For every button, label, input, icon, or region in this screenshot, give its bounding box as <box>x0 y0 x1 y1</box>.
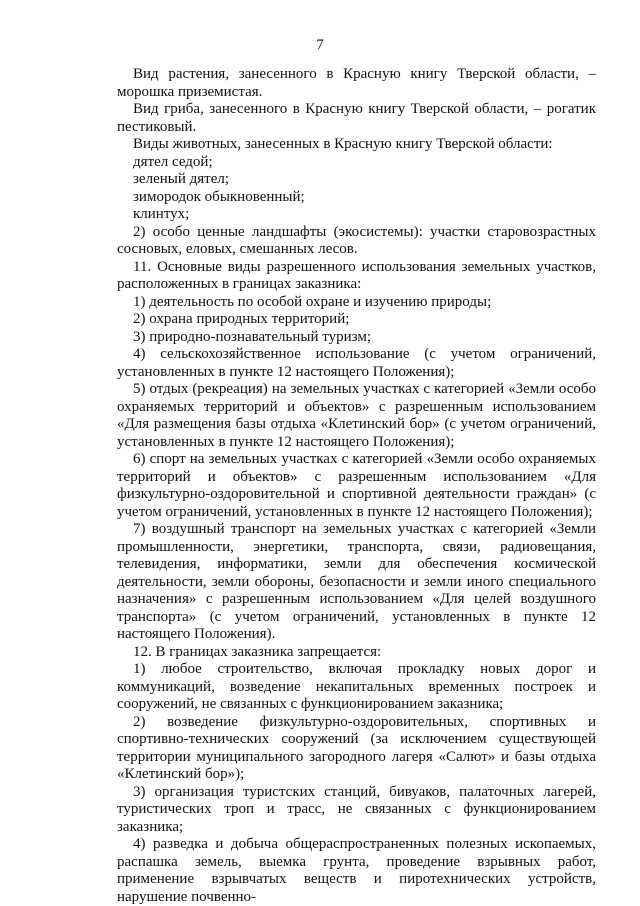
paragraph: 2) особо ценные ландшафты (экосистемы): участки старовозрастных сосновых, еловых, смешанных лесов. <box>117 223 596 257</box>
section-heading: 11. Основные виды разрешенного использования земельных участков, расположенных в границах заказника: <box>117 258 596 292</box>
list-item: 4) разведка и добыча общераспространенных полезных ископаемых, распашка земель, выемка грунта, проведение взрывных работ, применение взрывчатых веществ и пиротехнических устройств, нарушение почвенно- <box>117 836 596 905</box>
list-item: 1) деятельность по особой охране и изучению природы; <box>133 293 492 310</box>
list-item: 3) природно-познавательный туризм; <box>133 328 371 345</box>
list-item: 4) сельскохозяйственное использование (с учетом ограничений, установленных в пункте 12 настоящего Положения); <box>117 346 596 380</box>
list-item: 2) возведение физкультурно-оздоровительных, спортивных и спортивно-технических сооружений (за исключением существующей территории муниципального загородного лагеря «Салют» и базы отдыха «Клетинский бор»); <box>117 713 596 782</box>
list-item: 7) воздушный транспорт на земельных участках с категорией «Земли промышленности, энергетики, транспорта, связи, радиовещания, телевидения, информатики, земли для обеспечения космической деятельности, земли обороны, безопасности и земли иного специального назначения» с разрешенным использованием «Для целей воздушного транспорта» (с учетом ограничений, установленных в пункте 12 настоящего Положения). <box>117 521 596 642</box>
list-item: 2) охрана природных территорий; <box>133 311 350 327</box>
list-item: 3) организация туристских станций, бивуаков, палаточных лагерей, туристических троп и трасс, не связанных с функционированием заказника; <box>117 783 596 835</box>
paragraph: Вид растения, занесенного в Красную книгу Тверской области, – морошка приземистая. <box>117 66 596 100</box>
list-item: 6) спорт на земельных участках с категорией «Земли особо охраняемых территорий и объектов» с разрешенным использованием «Для физкультурно-оздоровительной и спортивной деятельности граждан» (с учетом ограничений, установленных в пункте 12 настоящего Положения); <box>117 451 596 520</box>
paragraph: Вид гриба, занесенного в Красную книгу Тверской области, – рогатик пестиковый. <box>117 101 596 135</box>
list-item: 5) отдых (рекреация) на земельных участках с категорией «Земли особо охраняемых территорий и объектов» с разрешенным использованием «Для размещения базы отдыха «Клетинский бор» (с учетом ограничений, установленных в пункте 12 настоящего Положения); <box>117 381 596 450</box>
paragraph: Виды животных, занесенных в Красную книгу Тверской области: <box>133 136 553 152</box>
document-body <box>117 66 596 906</box>
section-heading: 12. В границах заказника запрещается: <box>133 643 382 660</box>
list-item: клинтух; <box>133 206 190 222</box>
page-number: 7 <box>316 37 324 53</box>
list-item: зимородок обыкновенный; <box>133 188 305 205</box>
list-item: дятел седой; <box>133 153 213 170</box>
list-item: зеленый дятел; <box>133 171 230 187</box>
list-item: 1) любое строительство, включая прокладку новых дорог и коммуникаций, возведение некапитальных временных построек и сооружений, не связанных с функционированием заказника; <box>117 661 596 712</box>
